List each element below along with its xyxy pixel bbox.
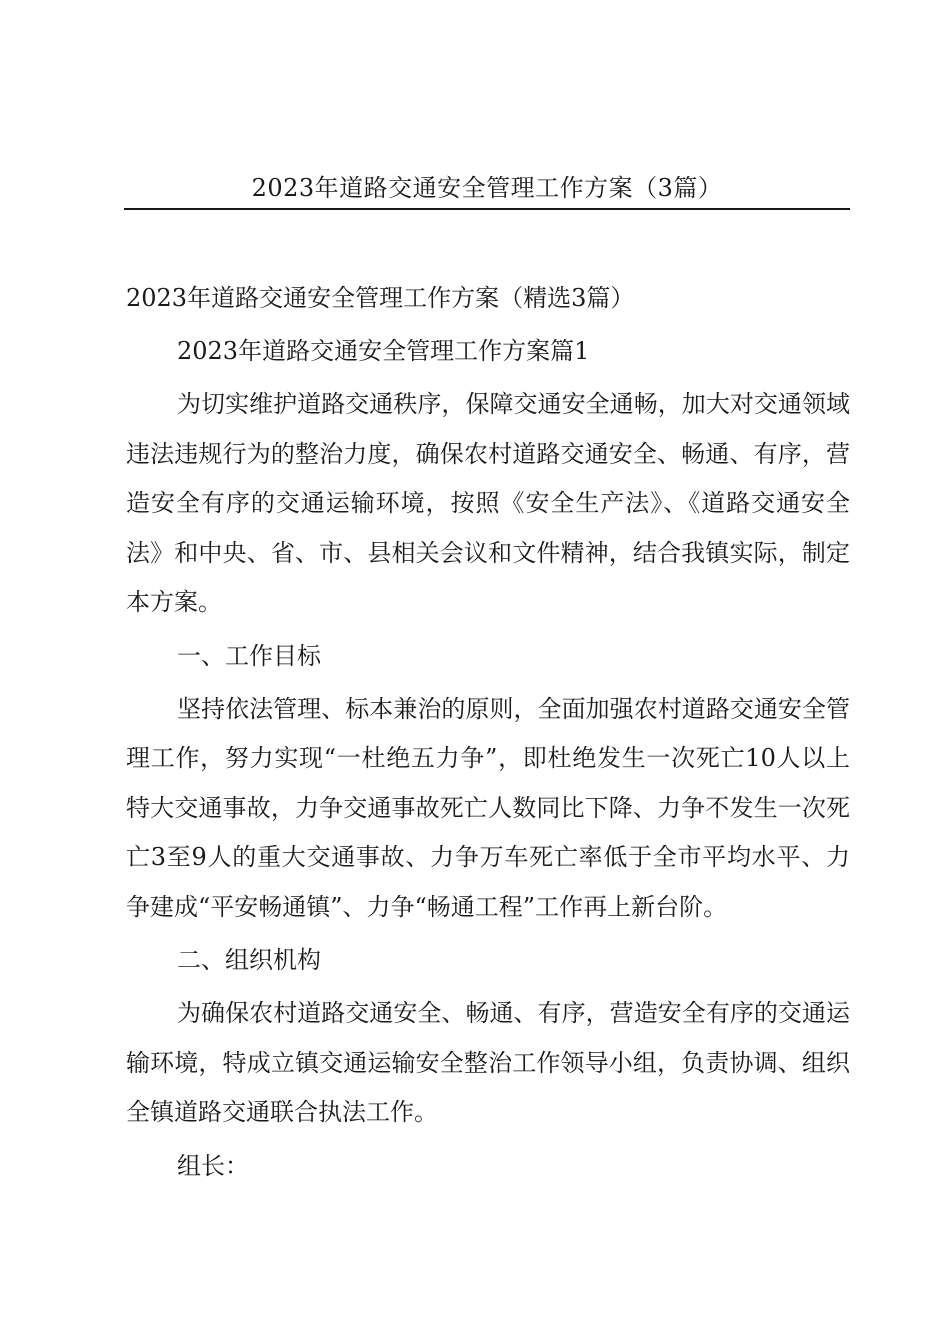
document-subtitle: 2023年道路交通安全管理工作方案（精选3篇） <box>126 284 635 312</box>
section-heading-organization: 二、组织机构 <box>177 946 321 974</box>
leader-label: 组长： <box>177 1151 249 1180</box>
header-rule <box>124 208 850 210</box>
intro-paragraph: 为切实维护道路交通秩序，保障交通安全通畅，加大对交通领域违法违规行为的整治力度，确保农村道路交通安全、畅通、有序，营造安全有序的交通运输环境，按照《安全生产法》、《道路交通安全法》和中央、省、市、县相关会议和文件精神，结合我镇实际，制定本方案。 <box>126 390 850 616</box>
section-paragraph-goals: 坚持依法管理、标本兼治的原则，全面加强农村道路交通安全管理工作，努力实现“一杜绝五力争”，即杜绝发生一次死亡10人以上特大交通事故，力争交通事故死亡人数同比下降、力争不发生一次死亡3至9人的重大交通事故、力争万车死亡率低于全市平均水平、力争建成“平安畅通镇”、力争“畅通工程”工作再上新台阶。 <box>126 694 850 921</box>
section-heading-goals: 一、工作目标 <box>177 641 321 670</box>
section-paragraph-organization: 为确保农村道路交通安全、畅通、有序，营造安全有序的交通运输环境，特成立镇交通运输安全整治工作领导小组，负责协调、组织全镇道路交通联合执法工作。 <box>126 999 850 1126</box>
chapter-title: 2023年道路交通安全管理工作方案篇1 <box>177 337 590 365</box>
page-header-title: 2023年道路交通安全管理工作方案（3篇） <box>251 174 723 202</box>
document-body <box>126 274 850 1191</box>
